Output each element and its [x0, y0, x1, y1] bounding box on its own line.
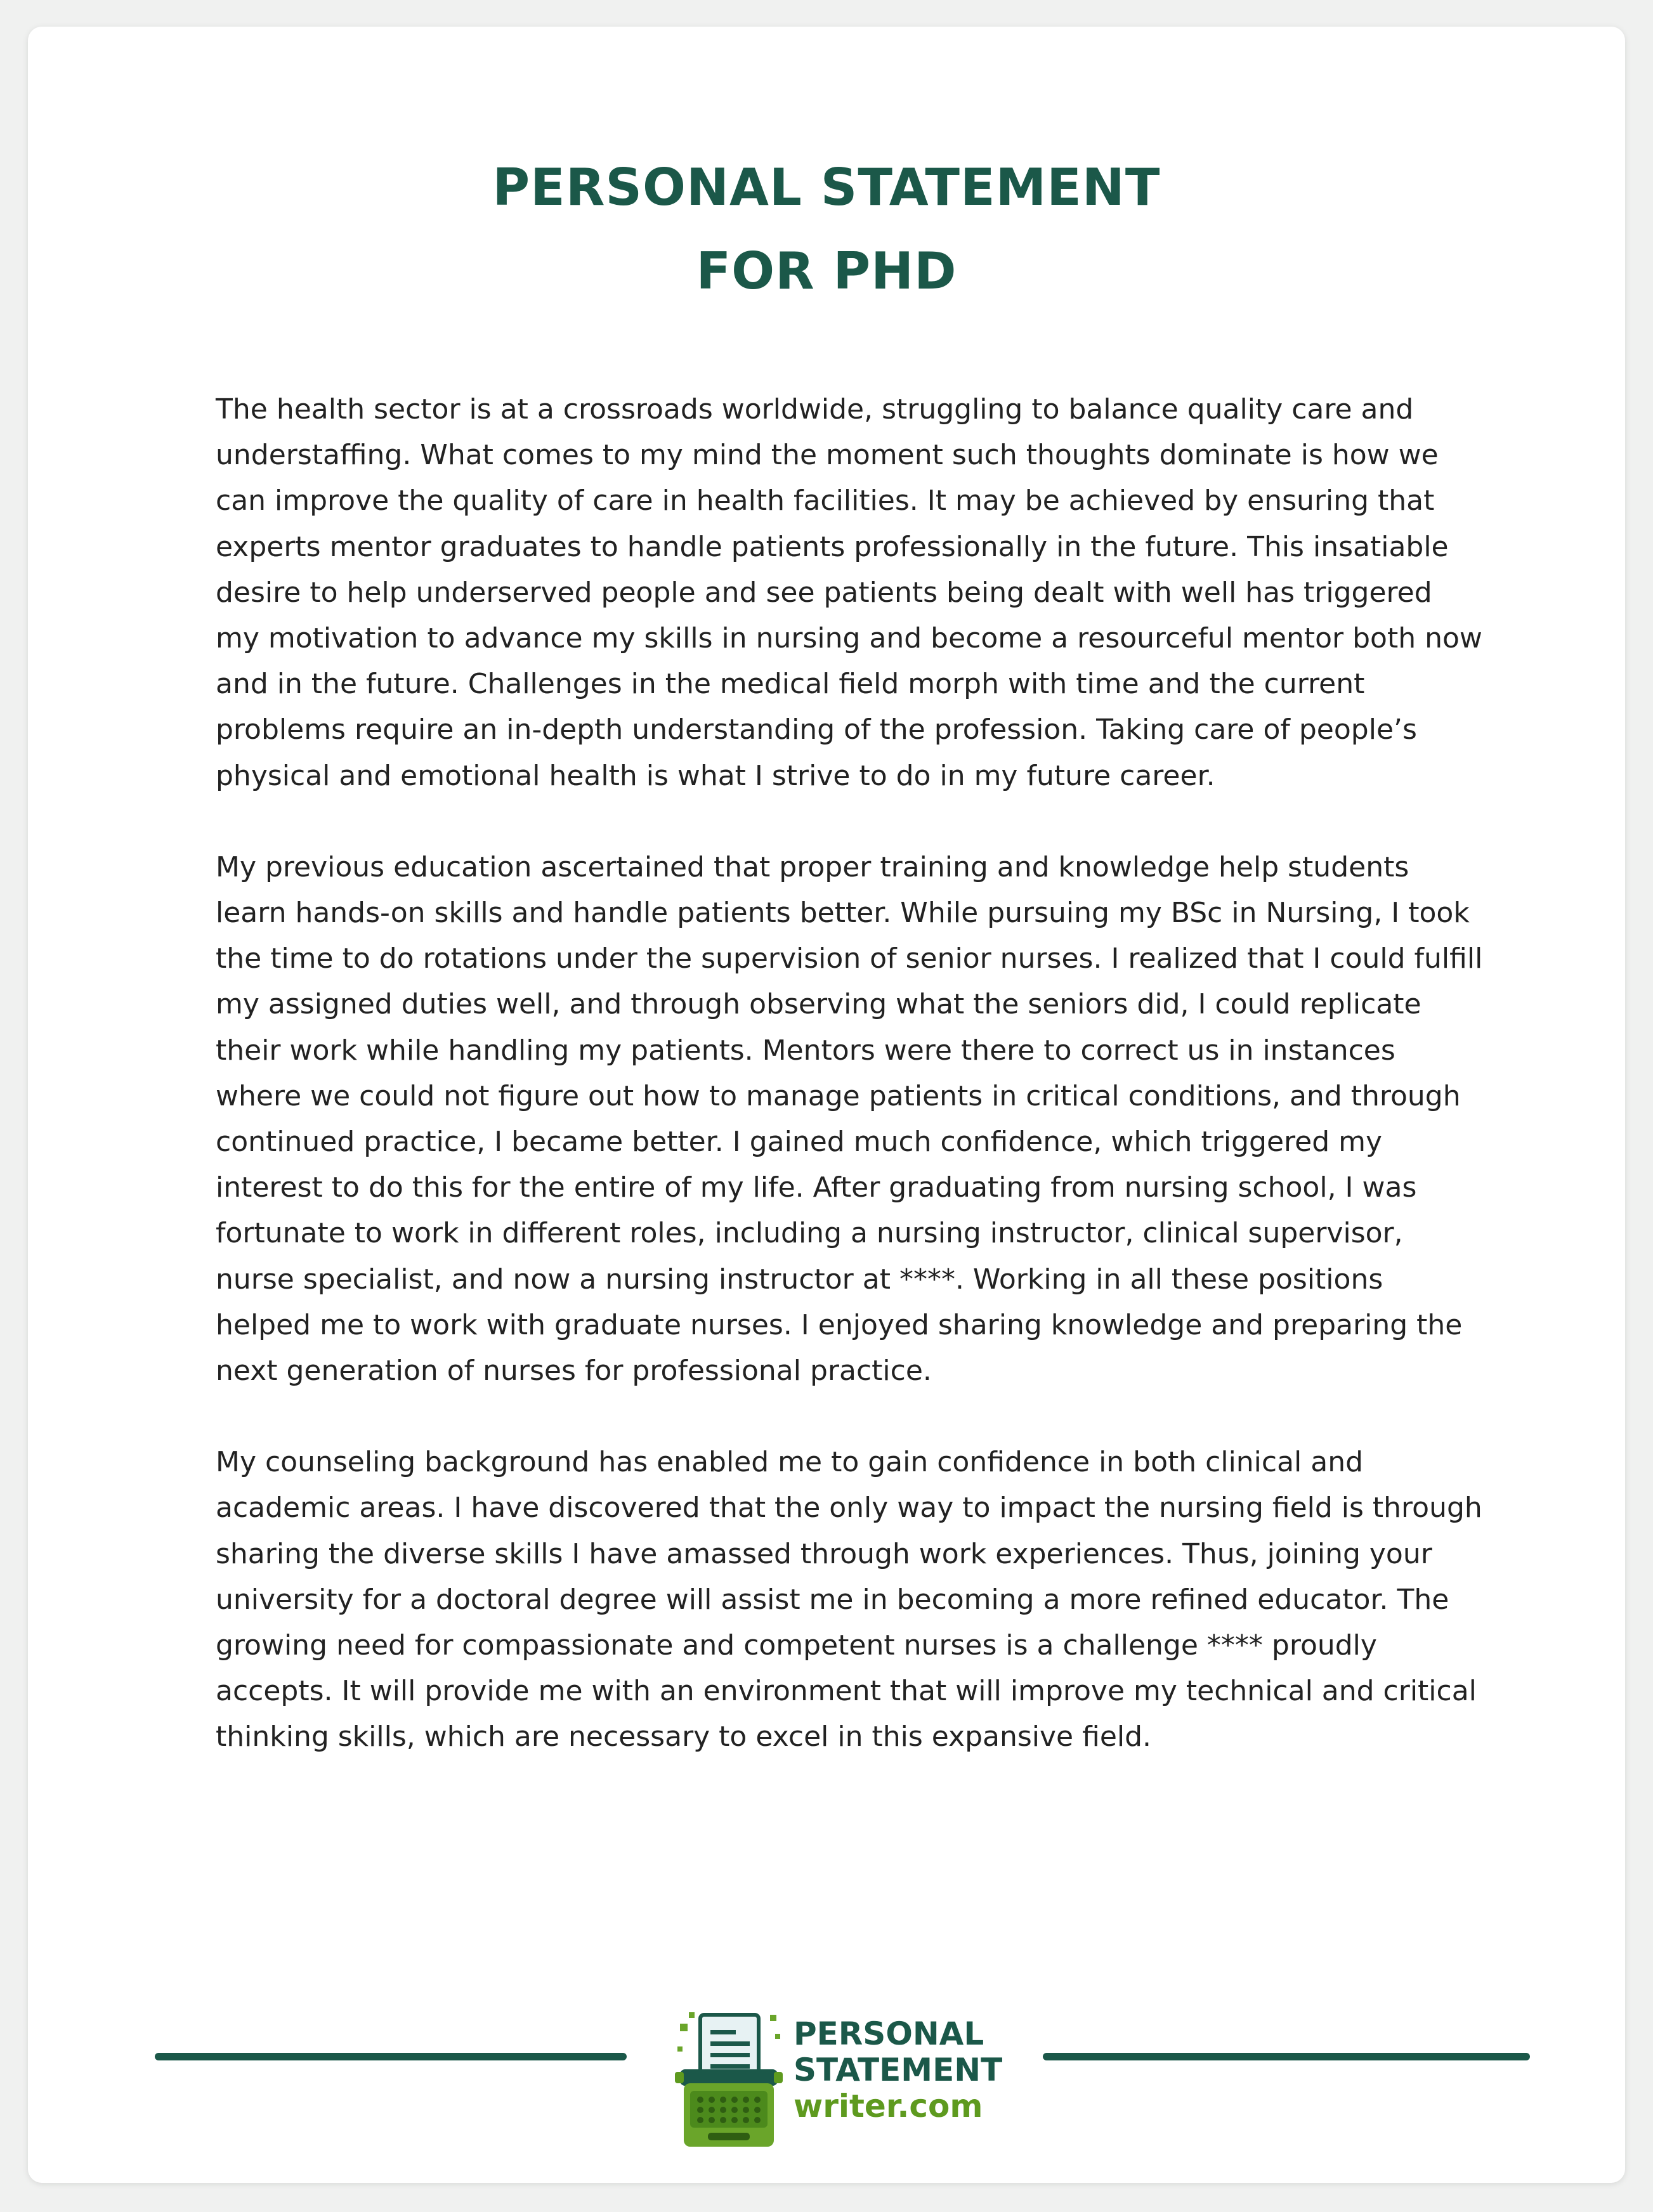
paragraph-line: desire to help underserved people and see patients being dealt with well has triggered — [216, 576, 1432, 609]
paragraph-line: accepts. It will provide me with an environment that will improve my technical and critical — [216, 1675, 1477, 1708]
title-line-2: FOR PHD — [696, 242, 957, 301]
document-page — [28, 27, 1625, 2183]
paragraph — [216, 1440, 1482, 1760]
paragraph-line: thinking skills, which are necessary to excel in this expansive field. — [216, 1721, 1152, 1753]
paragraph-line: my assigned duties well, and through observing what the seniors did, I could replicate — [216, 988, 1421, 1021]
footer-rule-left — [155, 2053, 627, 2060]
paragraph-line: problems require an in-depth understanding of the profession. Taking care of people’s — [216, 713, 1417, 746]
brand-logo — [675, 2008, 1030, 2151]
paragraph-line: The health sector is at a crossroads worldwide, struggling to balance quality care and — [216, 393, 1414, 426]
paragraph-line: physical and emotional health is what I strive to do in my future career. — [216, 759, 1215, 792]
paragraph-line: and in the future. Challenges in the medical field morph with time and the current — [216, 668, 1365, 701]
paragraph-line: university for a doctoral degree will assist me in becoming a more refined educator. The — [216, 1583, 1449, 1616]
paragraph-line: next generation of nurses for professional practice. — [216, 1355, 932, 1388]
paragraph-line: fortunate to work in different roles, including a nursing instructor, clinical supervisor, — [216, 1217, 1403, 1250]
statement-body — [216, 387, 1483, 1806]
paragraph-line: My counseling background has enabled me to gain confidence in both clinical and — [216, 1446, 1364, 1479]
logo-line-personal: PERSONAL — [794, 2015, 984, 2052]
paragraph-line: nurse specialist, and now a nursing instructor at ****. Working in all these positions — [216, 1263, 1383, 1296]
footer-rule-right — [1043, 2053, 1530, 2060]
paragraph-line: My previous education ascertained that proper training and knowledge help students — [216, 850, 1409, 883]
paragraph-line: sharing the diverse skills I have amassed through work experiences. Thus, joining your — [216, 1537, 1432, 1570]
paragraph-line: their work while handling my patients. Mentors were there to correct us in instances — [216, 1034, 1395, 1067]
paragraph — [216, 387, 1482, 799]
paragraph-line: academic areas. I have discovered that the only way to impact the nursing field is through — [216, 1492, 1482, 1525]
typewriter-icon — [675, 2008, 783, 2151]
paragraph-line: learn hands-on skills and handle patients better. While pursuing my BSc in Nursing, I took — [216, 897, 1470, 930]
paragraph-line: the time to do rotations under the supervision of senior nurses. I realized that I could fulfill — [216, 942, 1483, 975]
page-title — [28, 146, 1625, 313]
paragraph-line: interest to do this for the entire of my life. After graduating from nursing school, I was — [216, 1171, 1417, 1204]
logo-line-domain: writer.com — [794, 2088, 983, 2124]
paragraph-line: understaffing. What comes to my mind the moment such thoughts dominate is how we — [216, 439, 1439, 472]
paragraph-line: experts mentor graduates to handle patients professionally in the future. This insatiable — [216, 530, 1449, 563]
paragraph-line: growing need for compassionate and competent nurses is a challenge **** proudly — [216, 1629, 1377, 1662]
paragraph-line: can improve the quality of care in health facilities. It may be achieved by ensuring that — [216, 485, 1435, 517]
paragraph-line: helped me to work with graduate nurses. I enjoyed sharing knowledge and preparing the — [216, 1308, 1463, 1341]
paragraph-line: my motivation to advance my skills in nursing and become a resourceful mentor both now — [216, 622, 1482, 655]
paragraph-line: continued practice, I became better. I gained much confidence, which triggered my — [216, 1126, 1383, 1159]
paragraph — [216, 845, 1483, 1394]
title-line-1: PERSONAL STATEMENT — [492, 158, 1161, 217]
logo-line-statement: STATEMENT — [794, 2052, 1003, 2088]
logo-wordmark — [794, 2016, 1002, 2124]
paragraph-line: where we could not figure out how to manage patients in critical conditions, and through — [216, 1079, 1461, 1112]
